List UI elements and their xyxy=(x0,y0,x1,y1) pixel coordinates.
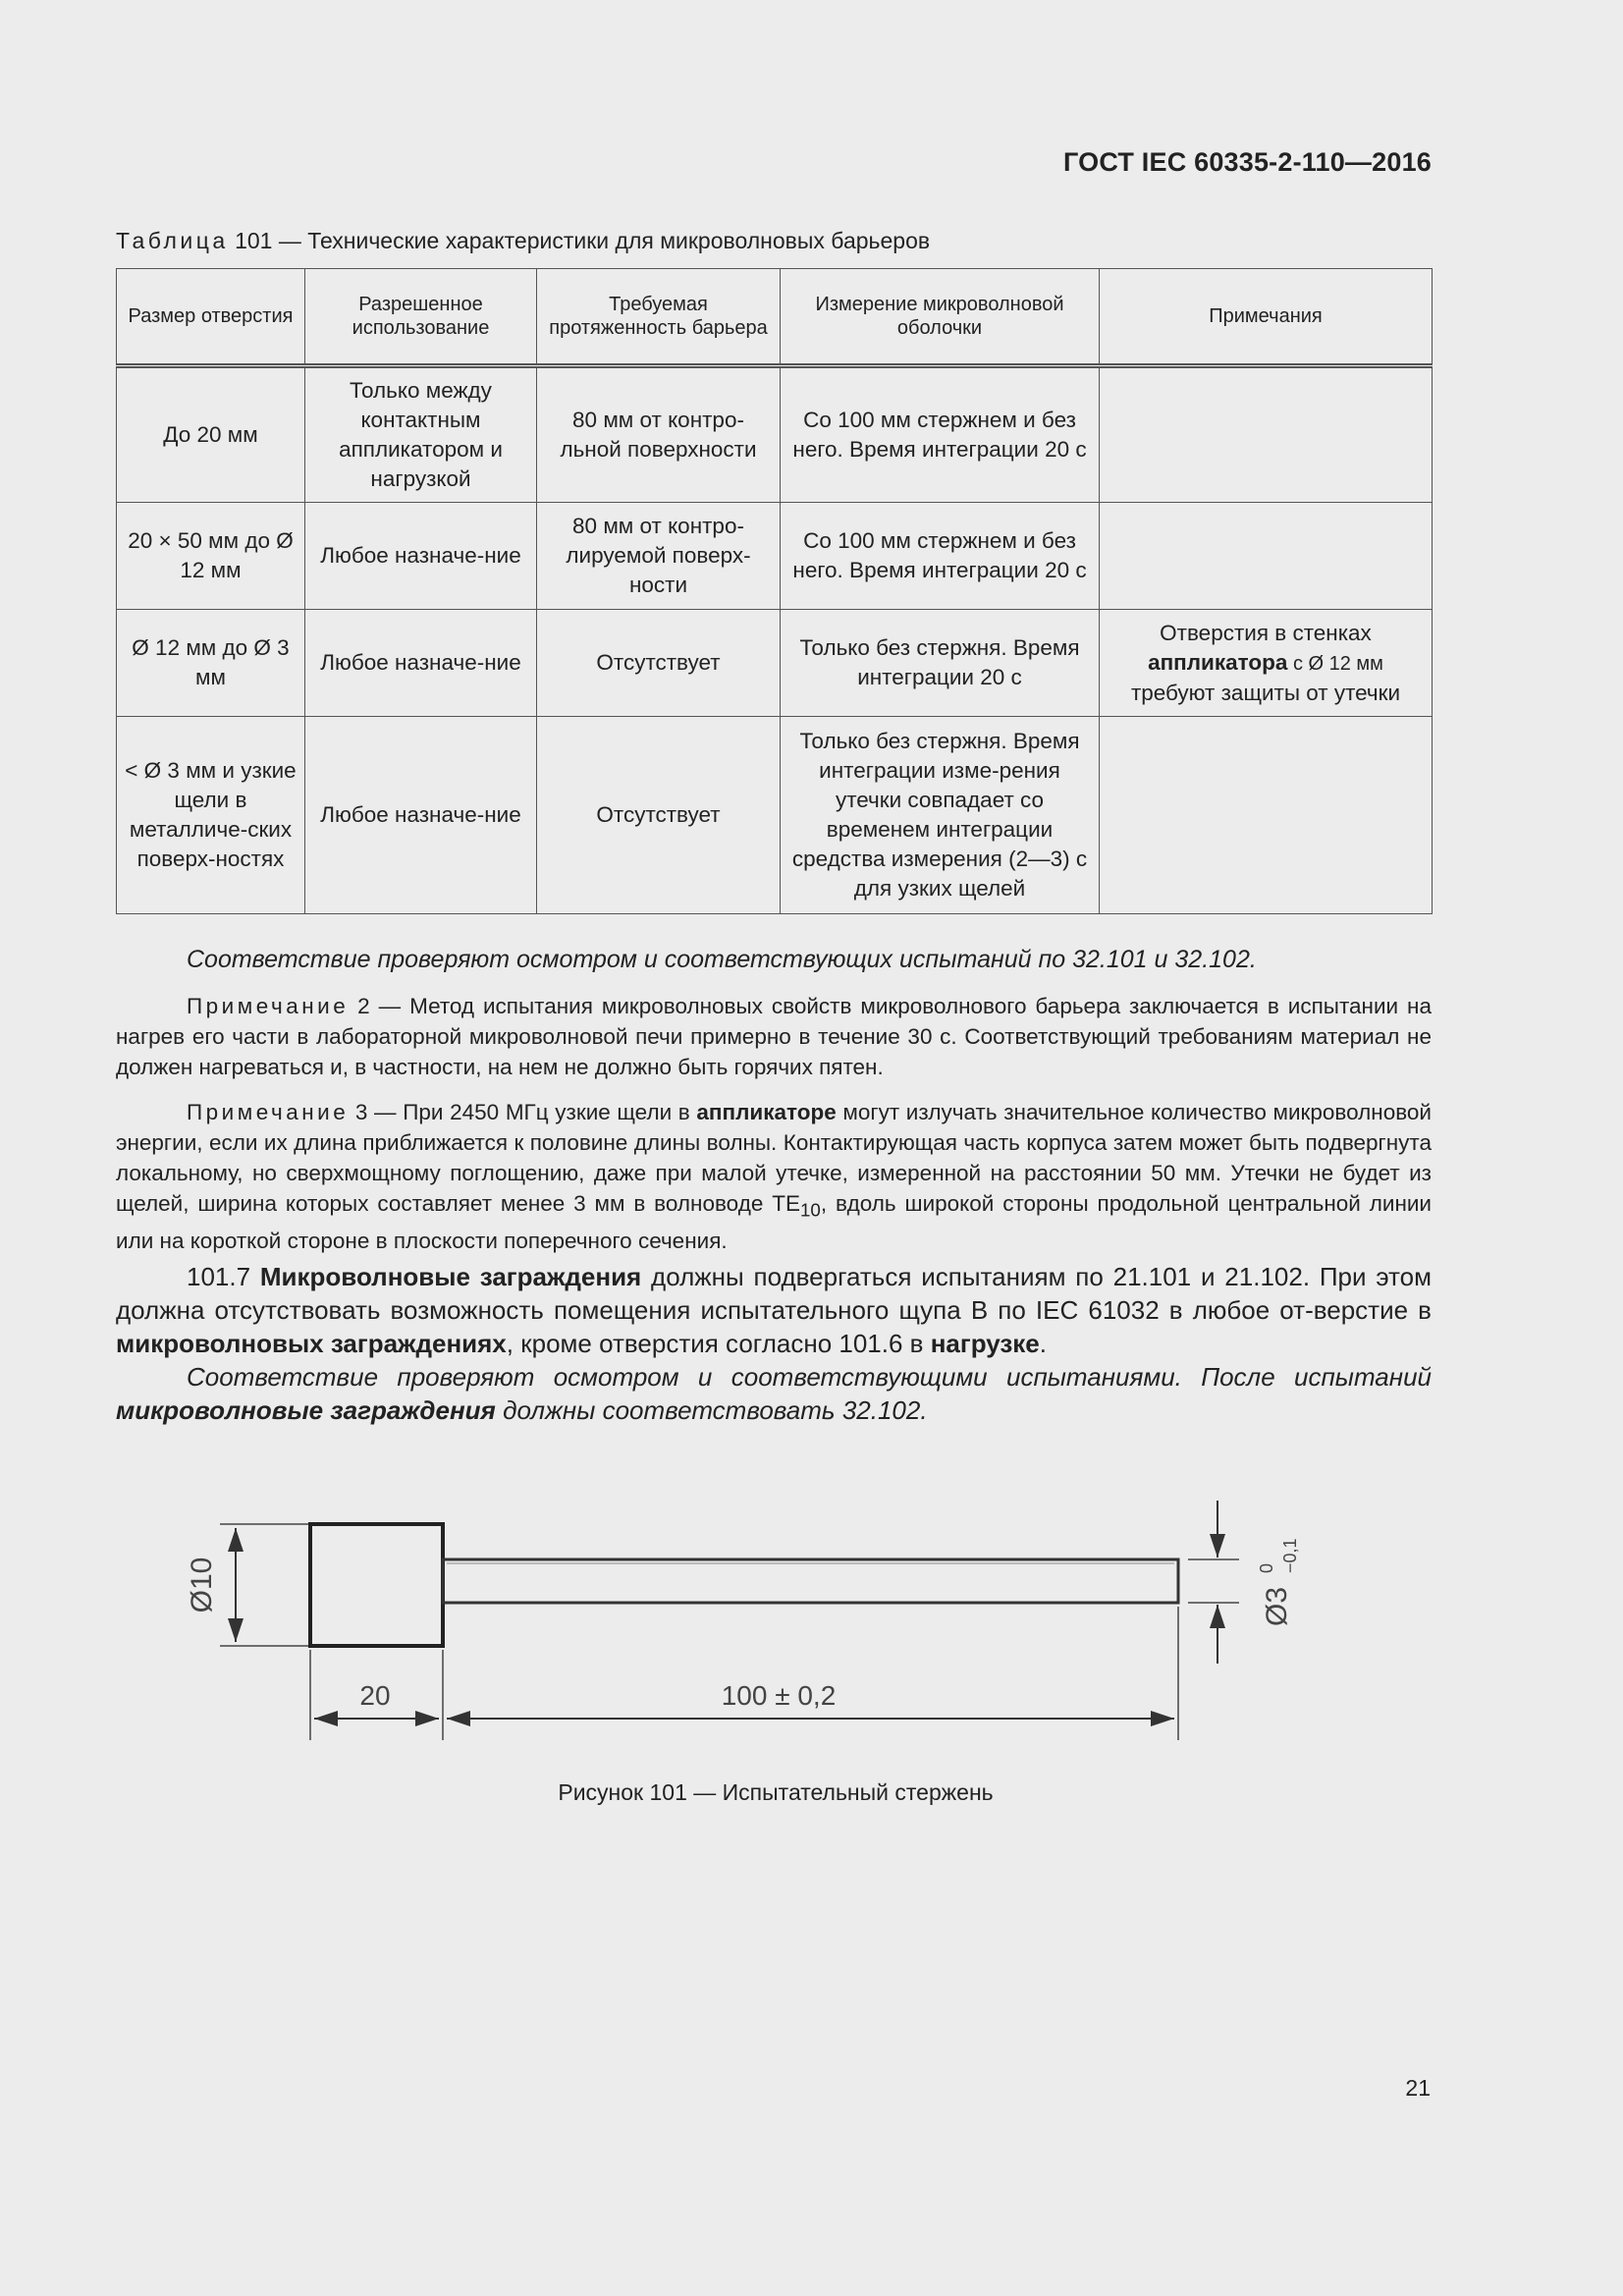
table-row xyxy=(117,610,1433,717)
cell-size: До 20 мм xyxy=(117,366,305,503)
rod-head xyxy=(310,1524,443,1646)
head-length-label: 20 xyxy=(359,1680,391,1711)
note-word: Примечание xyxy=(187,1100,350,1124)
cell-length: 80 мм от контро-лируемой поверх-ности xyxy=(537,503,781,610)
clause-text-3: . xyxy=(1039,1329,1047,1358)
rod-tolerance-upper: 0 xyxy=(1257,1562,1276,1573)
cell-use: Любое назначе-ние xyxy=(305,610,537,717)
table-caption xyxy=(116,228,930,254)
notes-text-d: требуют защиты от утечки xyxy=(1130,680,1401,705)
rod-diameter-label-group xyxy=(1257,1538,1300,1626)
clause-number: 101.7 xyxy=(187,1262,260,1291)
note-3-subscript: 10 xyxy=(799,1199,821,1221)
cell-measure: Только без стержня. Время интеграции изме-рения утечки совпадает со временем интеграции средства измерения (2—3) с для узких щелей xyxy=(781,717,1100,914)
header-barrier-length: Требуемая протяженность барьера xyxy=(537,269,781,366)
notes-text-a: Отверстия в стенках xyxy=(1160,620,1372,645)
cell-notes xyxy=(1100,503,1433,610)
rod-length-label: 100 ± 0,2 xyxy=(721,1680,837,1711)
header-opening-size: Размер отверстия xyxy=(117,269,305,366)
notes-text-c: с Ø 12 мм xyxy=(1287,652,1383,675)
table-row xyxy=(117,366,1433,503)
table-row xyxy=(117,503,1433,610)
compliance-2-term: микроволновые заграждения xyxy=(116,1395,496,1425)
head-diameter-label: Ø10 xyxy=(186,1557,218,1613)
cell-length: Отсутствует xyxy=(537,717,781,914)
table-header-row xyxy=(117,269,1433,366)
rod-diameter-label: Ø3 xyxy=(1261,1586,1293,1627)
note-2-text: 2 — Метод испытания микроволновых свойств микроволнового барьера заключается в испытании на нагрев его части в лабораторной микроволновой печи примерно в течение 30 с. Соответствующий требованиям материал не должен нагреваться и, в частности, на нем не должно быть горячих пятен. xyxy=(116,994,1432,1079)
compliance-2-text-a: Соответствие проверяют осмотром и соответствующими испытаниями. После испытаний xyxy=(187,1362,1432,1392)
compliance-statement-1: Соответствие проверяют осмотром и соответствующих испытаний по 32.101 и 32.102. xyxy=(187,946,1257,973)
cell-notes xyxy=(1100,366,1433,503)
test-rod-drawing xyxy=(0,1473,1375,1768)
cell-size: Ø 12 мм до Ø 3 мм xyxy=(117,610,305,717)
cell-use: Любое назначе-ние xyxy=(305,717,537,914)
cell-measure: Только без стержня. Время интеграции 20 с xyxy=(781,610,1100,717)
note-3-text-c: могут излучать значительное количество микроволновой энергии, если их длина приближается к половине длины волны. Контактирующая часть корпуса затем может быть подвергнута локальному, но сверхмощному поглощению, даже при малой утечке, измеренной на расстоянии 50 мм. Утечки не будет из щелей, ширина которых составляет менее 3 мм в волноводе TE xyxy=(116,1100,1432,1216)
note-3-text-d: , вдоль широкой стороны продольной центральной линии или на короткой стороне в плоскости поперечного сечения. xyxy=(116,1191,1433,1253)
cell-use: Любое назначе-ние xyxy=(305,503,537,610)
figure-caption: Рисунок 101 — Испытательный стержень xyxy=(558,1779,994,1805)
clause-term-2: микроволновых заграждениях xyxy=(116,1329,507,1358)
note-word: Примечание xyxy=(187,994,350,1018)
header-notes: Примечания xyxy=(1100,269,1433,366)
compliance-2-text-c: должны соответствовать 32.102. xyxy=(495,1395,928,1425)
clause-101-7 xyxy=(116,1260,1432,1360)
page-number: 21 xyxy=(1405,2075,1431,2101)
note-2 xyxy=(116,991,1432,1082)
clause-text-2: , кроме отверстия согласно 101.6 в xyxy=(506,1329,931,1358)
header-allowed-use: Разрешенное использование xyxy=(305,269,537,366)
cell-size: 20 × 50 мм до Ø 12 мм xyxy=(117,503,305,610)
cell-length: Отсутствует xyxy=(537,610,781,717)
cell-measure: Со 100 мм стержнем и без него. Время интеграции 20 с xyxy=(781,503,1100,610)
cell-notes xyxy=(1100,610,1433,717)
table-caption-word: Таблица xyxy=(116,228,229,253)
clause-term-3: нагрузке xyxy=(930,1329,1040,1358)
notes-text-applicator: аппликатора xyxy=(1148,649,1288,675)
table-caption-title: 101 — Технические характеристики для микроволновых барьеров xyxy=(228,228,931,253)
rod-body xyxy=(443,1559,1178,1603)
clause-text-1: должны подвергаться испытаниям по 21.101 и 21.102. При этом должна отсутствовать возможность помещения испытательного щупа B по IEC 61032 в любое от-верстие в xyxy=(116,1262,1432,1325)
table-row xyxy=(117,717,1433,914)
cell-notes xyxy=(1100,717,1433,914)
note-3-text-a: 3 — При 2450 МГц узкие щели в xyxy=(349,1100,697,1124)
rod-tolerance-lower: −0,1 xyxy=(1280,1538,1300,1573)
cell-measure: Со 100 мм стержнем и без него. Время интеграции 20 с xyxy=(781,366,1100,503)
compliance-statement-2 xyxy=(116,1360,1432,1427)
cell-size: < Ø 3 мм и узкие щели в металличе-ских поверх-ностях xyxy=(117,717,305,914)
cell-length: 80 мм от контро-льной поверхности xyxy=(537,366,781,503)
note-3 xyxy=(116,1097,1432,1256)
cell-use: Только между контактным аппликатором и нагрузкой xyxy=(305,366,537,503)
note-3-applicator: аппликаторе xyxy=(696,1100,837,1124)
header-measurement: Измерение микроволновой оболочки xyxy=(781,269,1100,366)
document-id: ГОСТ IEC 60335-2-110—2016 xyxy=(1063,147,1432,177)
clause-term-1: Микроволновые заграждения xyxy=(259,1262,642,1291)
specs-table xyxy=(116,268,1433,914)
